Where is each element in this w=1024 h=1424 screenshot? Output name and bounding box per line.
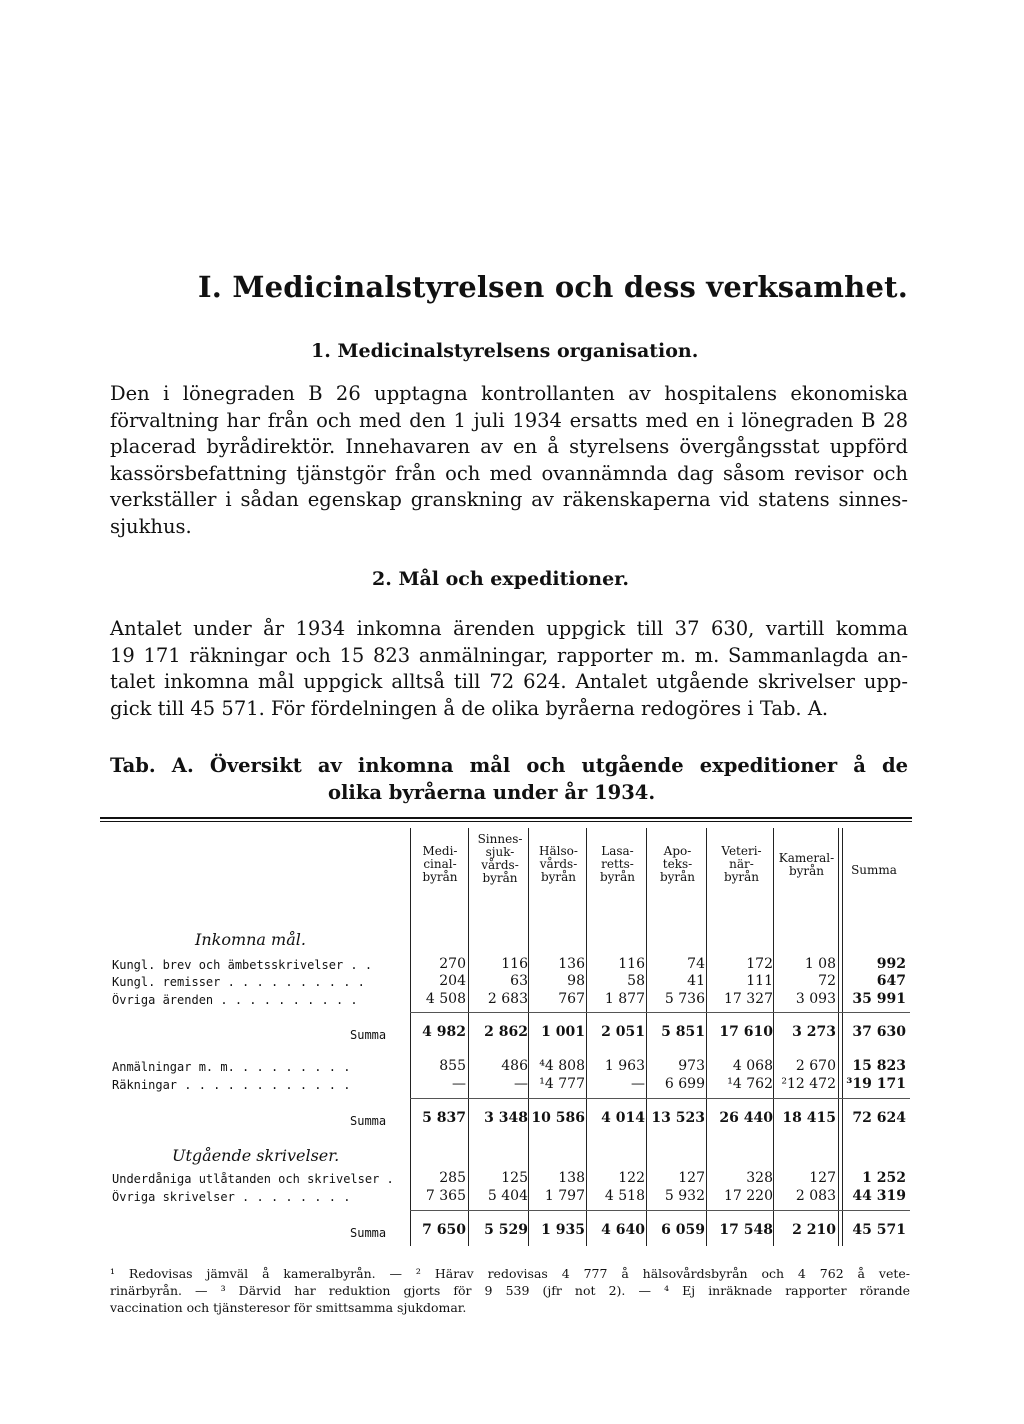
column-separator: [586, 828, 587, 1246]
column-header-line: Kameral-: [778, 851, 835, 865]
table-cell: 5 932: [664, 1188, 705, 1204]
row-label: Summa: [350, 1028, 387, 1042]
text-line: Antalet under år 1934 inkomna ärenden uppgick till 37 630, vartill komma: [110, 617, 908, 640]
table-cell: 17 610: [719, 1024, 773, 1040]
column-separator: [410, 828, 411, 1246]
column-header-line: retts-: [601, 857, 634, 871]
text-line: Den i lönegraden B 26 upptagna kontrollanten av hospitalens ekonomiska: [110, 382, 908, 405]
table-cell: 2 051: [601, 1024, 645, 1040]
table-cell: 6 059: [661, 1222, 705, 1238]
column-header-line: byrån: [659, 870, 696, 884]
table-cell: 127: [809, 1170, 836, 1186]
table-cell: 26 440: [719, 1110, 773, 1126]
column-header: [708, 845, 775, 884]
column-separator: [706, 828, 707, 1246]
table-cell: 4 640: [601, 1222, 645, 1238]
table-cell: 17 327: [724, 991, 773, 1007]
table-cell: 44 319: [852, 1188, 906, 1204]
section-label-utgaende: Utgående skrivelser.: [172, 1146, 340, 1165]
row-label: Räkningar . . . . . . . . . . . .: [112, 1078, 351, 1092]
row-label: Övriga skrivelser . . . . . . . .: [112, 1190, 351, 1204]
section-2-paragraph: [110, 616, 908, 722]
table-cell: 138: [558, 1170, 585, 1186]
text-line: kassörsbefattning tjänstgör från och med ovannämnda dag såsom revisor och: [110, 461, 908, 485]
table-cell: 4 982: [422, 1024, 466, 1040]
table-cell: 74: [687, 956, 705, 972]
column-header-line: byrån: [599, 870, 636, 884]
table-cell: 5 736: [664, 991, 705, 1007]
table-cell: 5 529: [484, 1222, 528, 1238]
table-cell: 4 508: [425, 991, 466, 1007]
table-cell: 35 991: [852, 991, 906, 1007]
table-cell: ¹4 777: [539, 1076, 585, 1092]
table-cell: 116: [501, 956, 528, 972]
table-cell: 1 935: [541, 1222, 585, 1238]
table-cell: 1 797: [544, 1188, 585, 1204]
table-cell: 855: [439, 1058, 466, 1074]
table-cell: 17 220: [724, 1188, 773, 1204]
table-cell: 72 624: [852, 1110, 906, 1126]
table-cell: 17 548: [719, 1222, 773, 1238]
sum-rule: [410, 1012, 910, 1013]
table-cell: 1 963: [604, 1058, 645, 1074]
caption-line: olika byråerna under år 1934.: [328, 781, 656, 804]
row-label: Kungl. remisser . . . . . . . . . .: [112, 975, 365, 989]
row-label: Anmälningar m. m. . . . . . . . .: [112, 1060, 351, 1074]
table-cell: 136: [558, 956, 585, 972]
table-cell: 2 683: [487, 991, 528, 1007]
table-cell: 45 571: [852, 1222, 906, 1238]
column-header-line: Hälso-: [539, 844, 578, 858]
column-header-line: byrån: [723, 870, 760, 884]
column-header: [840, 864, 908, 877]
column-header-line: Sinnes-: [477, 832, 523, 846]
table-cell: 1 877: [604, 991, 645, 1007]
table-caption: [110, 752, 908, 806]
column-header: [470, 833, 530, 885]
table-cell: 3 093: [795, 991, 836, 1007]
table-cell: 3 348: [484, 1110, 528, 1126]
column-header: [588, 845, 647, 884]
text-line: förvaltning har från och med den 1 juli 1934 ersatts med en i lönegraden B 28: [110, 408, 908, 432]
column-header-line: cinal-: [423, 857, 457, 871]
table-cell: 1 001: [541, 1024, 585, 1040]
table-cell: 1 08: [804, 956, 836, 972]
section-2-heading: 2. Mål och expeditioner.: [372, 568, 630, 590]
column-header-line: vårds-: [481, 858, 519, 872]
table-cell: 2 210: [792, 1222, 836, 1238]
table-cell: 122: [618, 1170, 645, 1186]
table-cell: 41: [687, 973, 705, 989]
section-1-paragraph: [110, 381, 908, 540]
table-cell: 4 014: [601, 1110, 645, 1126]
column-header-line: byrån: [788, 864, 825, 878]
column-separator: [468, 828, 469, 1246]
table-cell: 285: [439, 1170, 466, 1186]
table-cell: 767: [558, 991, 585, 1007]
column-header-line: sjuk-: [485, 845, 515, 859]
table-cell: 13 523: [651, 1110, 705, 1126]
table-cell: ⁴4 808: [539, 1058, 585, 1074]
table-cell: 328: [746, 1170, 773, 1186]
table-top-rule: [100, 817, 912, 819]
column-separator: [838, 828, 839, 1246]
column-header-line: byrån: [422, 870, 458, 884]
table-cell: 6 699: [664, 1076, 705, 1092]
table-cell: 4 518: [604, 1188, 645, 1204]
footnotes: [110, 1265, 910, 1316]
table-cell: 111: [746, 973, 773, 989]
table-cell: 2 862: [484, 1024, 528, 1040]
column-header-line: byrån: [540, 870, 577, 884]
table-cell: —: [514, 1076, 528, 1092]
footnote-line: ¹ Redovisas jämväl å kameralbyrån. — ² Härav redovisas 4 777 å hälsovårdsbyrån och 4 762 å vete-: [110, 1266, 910, 1281]
section-1-heading: 1. Medicinalstyrelsens organisation.: [311, 340, 699, 362]
table-cell: 270: [439, 956, 466, 972]
table-cell: 72: [818, 973, 836, 989]
row-label: Övriga ärenden . . . . . . . . . .: [112, 993, 358, 1007]
table-cell: 4 068: [732, 1058, 773, 1074]
table-cell: 15 823: [852, 1058, 906, 1074]
table-cell: 18 415: [782, 1110, 836, 1126]
column-separator: [528, 828, 529, 1246]
table-cell: 10 586: [531, 1110, 585, 1126]
text-line: 19 171 räkningar och 15 823 anmälningar, rapporter m. m. Sammanlagda an-: [110, 643, 908, 667]
column-header-line: Medi-: [422, 844, 458, 858]
column-header-line: Summa: [851, 863, 897, 877]
table-cell: 5 404: [487, 1188, 528, 1204]
section-label-inkomna: Inkomna mål.: [195, 930, 306, 949]
table-cell: 125: [501, 1170, 528, 1186]
table-cell: 2 670: [795, 1058, 836, 1074]
table-top-rule: [100, 821, 912, 822]
text-line: sjukhus.: [110, 514, 192, 538]
table-cell: 5 851: [661, 1024, 705, 1040]
column-header-line: byrån: [482, 871, 518, 885]
table-cell: 3 273: [792, 1024, 836, 1040]
table-cell: ¹4 762: [727, 1076, 773, 1092]
column-header: [775, 852, 838, 878]
table-cell: 2 083: [795, 1188, 836, 1204]
footnote-line: rinärbyrån. — ³ Därvid har reduktion gjorts för 9 539 (jfr not 2). — ⁴ Ej inräknade rapporter rörande: [110, 1283, 910, 1298]
table-cell: 98: [567, 973, 585, 989]
row-label: Underdåniga utlåtanden och skrivelser .: [112, 1172, 394, 1186]
table-cell: —: [452, 1076, 466, 1092]
row-label: Kungl. brev och ämbetsskrivelser . .: [112, 958, 373, 972]
column-header-line: vårds-: [539, 857, 578, 871]
text-line: verkställer i sådan egenskap granskning av räkenskaperna vid statens sinnes-: [110, 488, 908, 511]
table-cell: ³19 171: [846, 1076, 906, 1092]
footnote-line: vaccination och tjänsteresor för smittsamma sjukdomar.: [110, 1300, 467, 1315]
text-line: talet inkomna mål uppgick alltså till 72 624. Antalet utgående skrivelser upp-: [110, 670, 908, 693]
table-cell: 58: [627, 973, 645, 989]
column-header: [412, 845, 468, 884]
table-cell: 172: [746, 956, 773, 972]
column-separator: [646, 828, 647, 1246]
table-cell: 973: [678, 1058, 705, 1074]
sum-rule: [410, 1210, 910, 1211]
column-header-line: Veteri-: [721, 844, 762, 858]
table-cell: 1 252: [862, 1170, 906, 1186]
caption-line: Tab. A. Översikt av inkomna mål och utgående expeditioner å de: [110, 754, 908, 777]
table-cell: 204: [439, 973, 466, 989]
table-cell: 37 630: [852, 1024, 906, 1040]
sum-rule: [410, 1098, 910, 1099]
column-header-line: Apo-: [663, 844, 692, 858]
column-header-line: Lasa-: [601, 844, 634, 858]
table-cell: 7 365: [425, 1188, 466, 1204]
table-cell: 7 650: [422, 1222, 466, 1238]
column-header-line: när-: [729, 857, 754, 871]
page-title: I. Medicinalstyrelsen och dess verksamhet.: [198, 270, 909, 304]
column-header-line: teks-: [662, 857, 693, 871]
table-cell: ²12 472: [781, 1076, 836, 1092]
text-line: placerad byrådirektör. Innehavaren av en å styrelsens övergångsstat uppförd: [110, 435, 908, 458]
table-cell: 63: [510, 973, 528, 989]
table-cell: 992: [876, 956, 906, 972]
column-header: [530, 845, 587, 884]
table-cell: 647: [876, 973, 906, 989]
row-label: Summa: [350, 1226, 387, 1240]
table-cell: 116: [618, 956, 645, 972]
column-header: [648, 845, 707, 884]
row-label: Summa: [350, 1114, 387, 1128]
table-cell: 127: [678, 1170, 705, 1186]
table-cell: 486: [501, 1058, 528, 1074]
table-cell: 5 837: [422, 1110, 466, 1126]
table-cell: —: [631, 1076, 645, 1092]
text-line: gick till 45 571. För fördelningen å de olika byråerna redogöres i Tab. A.: [110, 696, 829, 720]
column-separator: [773, 828, 774, 1246]
